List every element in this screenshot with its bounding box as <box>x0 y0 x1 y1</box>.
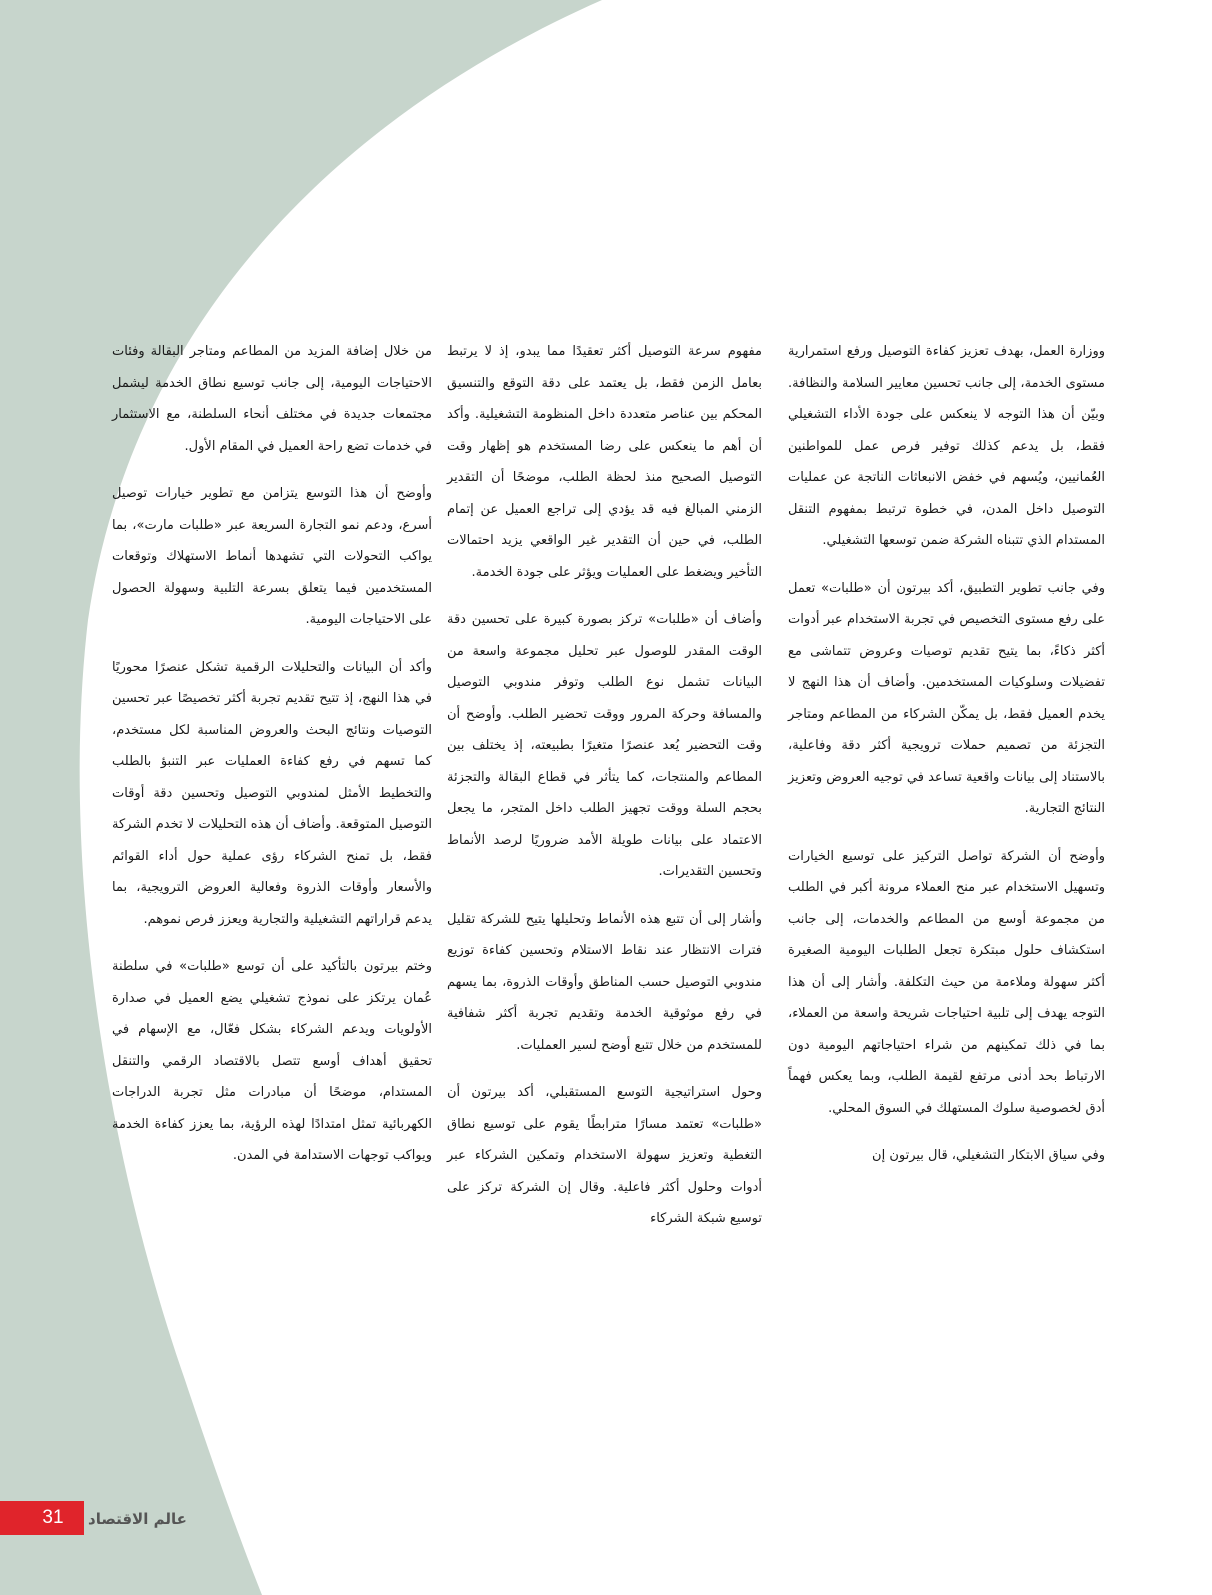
paragraph: وأشار إلى أن تتبع هذه الأنماط وتحليلها يتيح للشركة تقليل فترات الانتظار عند نقاط الاستلام وتحسين كفاءة توزيع مندوبي التوصيل حسب المناطق وأوقات الذروة، بما يسهم في رفع موثوقية الخدمة وتقديم تجربة أكثر شفافية للمستخدم من خلال تتبع أوضح لسير العمليات. <box>447 911 762 1053</box>
paragraph: مفهوم سرعة التوصيل أكثر تعقيدًا مما يبدو، إذ لا يرتبط بعامل الزمن فقط، بل يعتمد على دقة التوقع والتنسيق المحكم بين عناصر متعددة داخل المنظومة التشغيلية. وأكد أن أهم ما ينعكس على رضا المستخدم هو إظهار وقت التوصيل الصحيح منذ لحظة الطلب، موضحًا أن التقدير الزمني المبالغ فيه قد يؤدي إلى تراجع العميل عن إتمام الطلب، في حين أن التقدير غير الواقعي يزيد احتمالات التأخير ويضغط على العمليات ويؤثر على جودة الخدمة. <box>447 344 762 580</box>
paragraph: وأوضح أن هذا التوسع يتزامن مع تطوير خيارات توصيل أسرع، ودعم نمو التجارة السريعة عبر «طلبات مارت»، بما يواكب التحولات التي تشهدها أنماط الاستهلاك وتوقعات المستخدمين فيما يتعلق بسرعة التلبية وسهولة الحصول على الاحتياجات اليومية. <box>112 486 432 627</box>
paragraph: وختم بيرتون بالتأكيد على أن توسع «طلبات» في سلطنة عُمان يرتكز على نموذج تشغيلي يضع العميل في صدارة الأولويات ويدعم الشركاء بشكل فعّال، مع الإسهام في تحقيق أهداف أوسع تتصل بالاقتصاد الرقمي والتنقل المستدام، موضحًا أن مبادرات مثل تجربة الدراجات الكهربائية تمثل امتدادًا لهذه الرؤية، بما يعزز كفاءة الخدمة ويواكب توجهات الاستدامة في المدن. <box>112 959 432 1163</box>
paragraph: من خلال إضافة المزيد من المطاعم ومتاجر البقالة وفئات الاحتياجات اليومية، إلى جانب توسيع نطاق الخدمة ليشمل مجتمعات جديدة في مختلف أنحاء السلطنة، مع الاستثمار في خدمات تضع راحة العميل في المقام الأول. <box>112 344 432 454</box>
paragraph: وفي جانب تطوير التطبيق، أكد بيرتون أن «طلبات» تعمل على رفع مستوى التخصيص في تجربة الاستخدام عبر أدوات أكثر ذكاءً، بما يتيح تقديم توصيات وعروض تتماشى مع تفضيلات وسلوكيات المستخدمين. وأضاف أن هذا النهج لا يخدم العميل فقط، بل يمكّن الشركاء من المطاعم ومتاجر التجزئة من تصميم حملات ترويجية أكثر دقة وفاعلية، بالاستناد إلى بيانات واقعية تساعد في توجيه العروض وتعزيز النتائج التجارية. <box>788 580 1105 816</box>
paragraph: وأوضح أن الشركة تواصل التركيز على توسيع الخيارات وتسهيل الاستخدام عبر منح العملاء مرونة أكبر في الطلب من مجموعة أوسع من المطاعم والخدمات، إلى جانب استكشاف حلول مبتكرة تجعل الطلبات اليومية الصغيرة أكثر سهولة وملاءمة من حيث التكلفة. وأشار إلى أن هذا التوجه يهدف إلى تلبية احتياجات شريحة واسعة من العملاء، بما في ذلك تمكينهم من شراء احتياجاتهم اليومية دون الارتباط بحد أدنى مرتفع لقيمة الطلب، وبما يعكس فهماً أدق لخصوصية سلوك المستهلك في السوق المحلي. <box>788 848 1105 1116</box>
page-number-badge <box>0 1501 84 1535</box>
article-column-middle <box>447 336 762 1251</box>
page-number: 31 <box>42 1507 64 1528</box>
paragraph: وأكد أن البيانات والتحليلات الرقمية تشكل عنصرًا محوريًا في هذا النهج، إذ تتيح تقديم تجربة أكثر تخصيصًا عبر تحسين التوصيات ونتائج البحث والعروض المناسبة لكل مستخدم، كما تسهم في رفع كفاءة العمليات عبر التنبؤ بالطلب والتخطيط الأمثل لمندوبي التوصيل وتحسين دقة أوقات التوصيل المتوقعة. وأضاف أن هذه التحليلات لا تخدم الشركة فقط، بل تمنح الشركاء رؤى عملية حول أداء القوائم والأسعار وأوقات الذروة وفعالية العروض الترويجية، بما يدعم قراراتهم التشغيلية والتجارية ويعزز فرص نموهم. <box>112 659 432 927</box>
article-column-right <box>788 336 1105 1188</box>
paragraph: وأضاف أن «طلبات» تركز بصورة كبيرة على تحسين دقة الوقت المقدر للوصول عبر تحليل مجموعة واسعة من البيانات تشمل نوع الطلب وتوفر مندوبي التوصيل والمسافة وحركة المرور ووقت تحضير الطلب. وأوضح أن وقت التحضير يُعد عنصرًا متغيرًا بطبيعته، إذ يختلف بين المطاعم والمنتجات، كما يتأثر في قطاع البقالة والتجزئة بحجم السلة ووقت تجهيز الطلب داخل المتجر، ما يجعل الاعتماد على بيانات طويلة الأمد ضروريًا لرصد الأنماط وتحسين التقديرات. <box>447 612 762 879</box>
paragraph: ووزارة العمل، بهدف تعزيز كفاءة التوصيل ورفع استمرارية مستوى الخدمة، إلى جانب تحسين معايير السلامة والنظافة. وبيّن أن هذا التوجه لا ينعكس على جودة الأداء التشغيلي فقط، بل يدعم كذلك توفير فرص عمل للمواطنين العُمانيين، ويُسهم في خفض الانبعاثات الناتجة عن عمليات التوصيل داخل المدن، في خطوة ترتبط بمفهوم التنقل المستدام الذي تتبناه الشركة ضمن توسعها التشغيلي. <box>788 344 1105 548</box>
article-column-left <box>112 336 432 1188</box>
magazine-name: عالم الاقتصاد <box>88 1510 187 1528</box>
paragraph: وفي سياق الابتكار التشغيلي، قال بيرتون إن <box>872 1148 1105 1163</box>
paragraph: وحول استراتيجية التوسع المستقبلي، أكد بيرتون أن «طلبات» تعتمد مسارًا مترابطًا يقوم على توسيع نطاق التغطية وتعزيز سهولة الاستخدام وتمكين الشركاء عبر أدوات وحلول أكثر فاعلية. وقال إن الشركة تركز على توسيع شبكة الشركاء <box>447 1085 762 1226</box>
